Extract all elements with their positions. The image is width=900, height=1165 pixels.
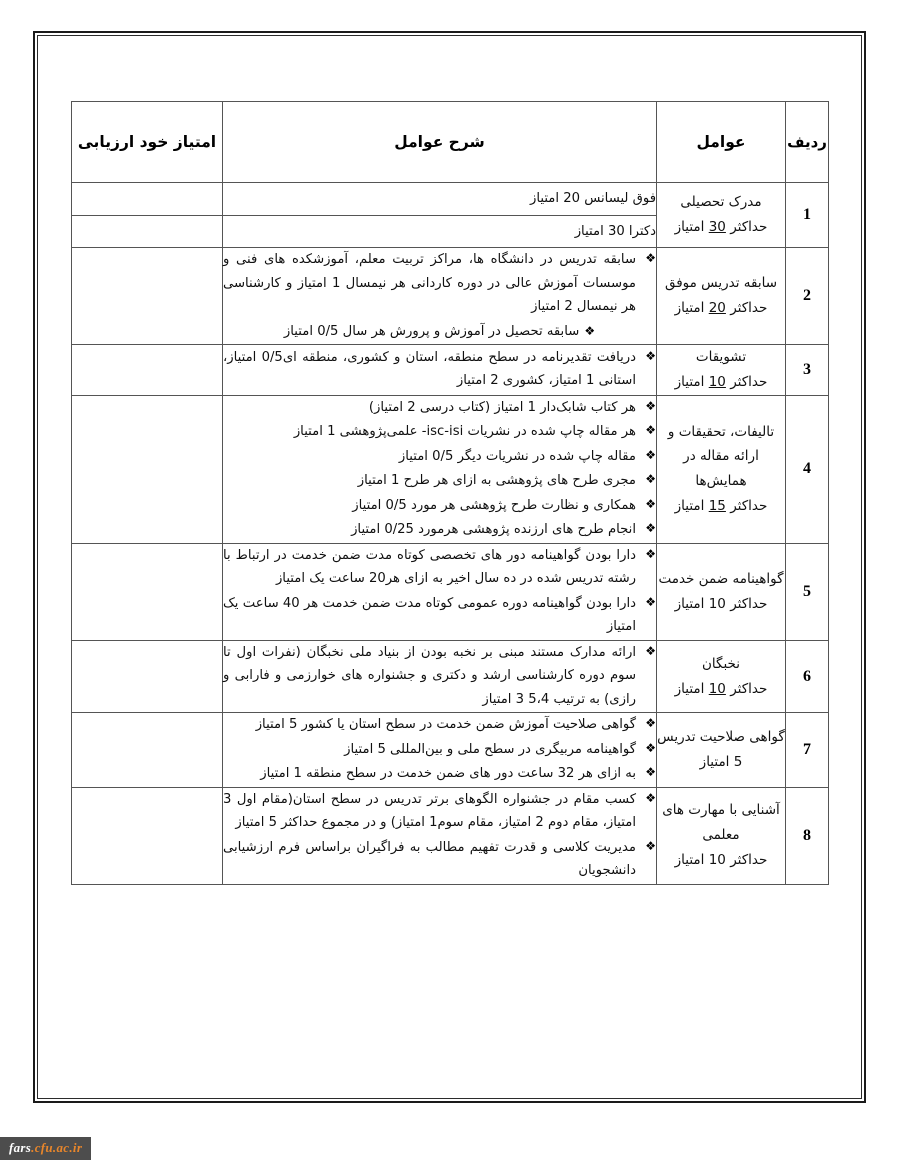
list-item-text: ارائه مدارک مستند مبنی بر نخبه بودن از بنیاد ملی نخبگان (نفرات اول تا سوم دوره کارشناسی ارشد و دکتری و جشنواره های خوارزمی و فارابی و رازی) به ترتیب 5،4 3 امتیاز <box>223 644 636 707</box>
watermark-suffix: .cfu.ac.ir <box>31 1140 83 1155</box>
list-item <box>223 544 656 591</box>
self-score-cell[interactable] <box>72 543 223 640</box>
list-item-text: دریافت تقدیرنامه در سطح منطقه، استان و کشوری، منطقه ای0/5 امتیاز، استانی 1 امتیاز، کشوری 2 امتیاز <box>223 349 636 389</box>
factor-max-value: 30 <box>708 219 726 235</box>
factor-cell <box>657 787 786 884</box>
self-score-cell[interactable] <box>72 640 223 713</box>
description-cell <box>223 183 657 216</box>
description-cell <box>223 215 657 248</box>
bullet-list <box>223 713 656 786</box>
self-evaluation-table <box>71 101 829 885</box>
diamond-bullet-icon: ❖ <box>645 423 656 438</box>
list-item <box>223 592 656 639</box>
factor-cell <box>657 395 786 543</box>
description-cell <box>223 543 657 640</box>
evaluation-table-container <box>72 101 829 885</box>
header-row <box>72 102 829 183</box>
column-header-row-number: ردیف <box>786 102 829 183</box>
list-item-text: سابقه تحصیل در آموزش و پرورش هر سال 0/5 امتیاز <box>283 323 580 339</box>
list-item-text: کسب مقام در جشنواره الگوهای برتر تدریس در سطح استان(مقام اول 3 امتیاز، مقام دوم 2 امتیاز، مقام سوم1 امتیاز) و در مجموع حداکثر 5 امتیاز <box>223 791 636 831</box>
factor-max-score: حداکثر 10 امتیاز <box>674 852 768 869</box>
diamond-bullet-icon: ❖ <box>645 740 656 755</box>
table-row <box>72 183 829 216</box>
diamond-bullet-icon: ❖ <box>645 546 656 561</box>
factor-max-value: 10 <box>708 373 726 390</box>
list-item <box>223 788 656 835</box>
factor-max-value: 15 <box>708 498 726 515</box>
description-cell <box>223 713 657 788</box>
factor-cell <box>657 248 786 345</box>
factor-title: آشنایی با مهارت های معلمی <box>662 802 780 844</box>
factor-max-score: حداکثر 10 امتیاز <box>674 680 768 697</box>
watermark-prefix: fars <box>9 1140 32 1155</box>
diamond-bullet-icon: ❖ <box>645 348 656 363</box>
self-score-cell[interactable] <box>72 395 223 543</box>
factor-max-score: حداکثر 10 امتیاز <box>674 595 768 612</box>
diamond-bullet-icon: ❖ <box>645 765 656 780</box>
list-item-text: گواهی صلاحیت آموزش ضمن خدمت در سطح استان یا کشور 5 امتیاز <box>255 717 636 733</box>
column-header-factors: عوامل <box>657 102 786 183</box>
list-item <box>223 713 656 737</box>
list-item-text: هر کتاب شابک‌دار 1 امتیاز (کتاب درسی 2 امتیاز) <box>368 399 636 415</box>
factor-cell <box>657 713 786 788</box>
factor-max-score: 5 امتیاز <box>699 754 743 771</box>
factor-title: سابقه تدریس موفق <box>664 275 778 292</box>
diamond-bullet-icon: ❖ <box>645 251 656 265</box>
table-row <box>72 787 829 884</box>
row-number-cell: 4 <box>786 395 829 543</box>
list-item-text: انجام طرح های ارزنده پژوهشی هرمورد 0/25 امتیاز <box>351 522 636 538</box>
factor-title: تشویقات <box>695 349 747 365</box>
bullet-list <box>223 396 656 542</box>
list-item <box>223 494 656 518</box>
self-score-cell[interactable] <box>72 787 223 884</box>
description-cell <box>223 248 657 345</box>
list-item <box>223 396 656 420</box>
list-item-text: سابقه تدریس در دانشگاه ها، مراکز تربیت معلم، آموزشکده های فنی و موسسات آموزش عالی در دوره کاردانی هر نیمسال 1 امتیاز و کارشناسی هر نیمسال 2 امتیاز <box>223 252 636 314</box>
factor-title: مدرک تحصیلی <box>680 194 762 211</box>
bullet-list <box>223 788 656 883</box>
self-score-cell[interactable] <box>72 215 223 248</box>
bullet-list <box>223 641 656 712</box>
list-item-text: همکاری و نظارت طرح پژوهشی هر مورد 0/5 امتیاز <box>352 497 636 513</box>
list-item <box>223 836 656 883</box>
factor-cell <box>657 640 786 713</box>
self-score-cell[interactable] <box>72 713 223 788</box>
list-item-text: هر مقاله چاپ شده در نشریات isc-isi- علمی‌پژوهشی 1 امتیاز <box>293 424 636 440</box>
description-cell <box>223 345 657 396</box>
self-score-cell[interactable] <box>72 345 223 396</box>
factor-title: تالیفات، تحقیقات و ارائه مقاله در همایش‌ها <box>667 423 775 490</box>
factor-title: گواهی صلاحیت تدریس <box>657 729 785 746</box>
list-item <box>223 762 656 786</box>
factor-max-score: حداکثر 15 امتیاز <box>674 498 768 515</box>
list-item <box>223 320 656 344</box>
list-item-text: گواهینامه مربیگری در سطح ملی و بین‌المللی 5 امتیاز <box>344 741 636 757</box>
list-item-text: مقاله چاپ شده در نشریات دیگر 0/5 امتیاز <box>398 448 636 464</box>
list-item <box>223 248 656 319</box>
site-watermark <box>0 1137 91 1160</box>
description-cell <box>223 395 657 543</box>
self-score-cell[interactable] <box>72 183 223 216</box>
factor-title: گواهینامه ضمن خدمت <box>658 570 784 587</box>
list-item <box>223 641 656 712</box>
row-number-cell: 3 <box>786 345 829 396</box>
diamond-bullet-icon: ❖ <box>645 521 656 536</box>
factor-max-score: حداکثر 20 امتیاز <box>674 300 768 316</box>
list-item <box>223 518 656 542</box>
list-item <box>223 738 656 762</box>
table-row <box>72 395 829 543</box>
list-item <box>223 469 656 493</box>
list-item-text: مجری طرح های پژوهشی به ازای هر طرح 1 امتیاز <box>357 473 636 489</box>
list-item <box>223 346 656 393</box>
row-number-cell: 5 <box>786 543 829 640</box>
row-number-cell: 6 <box>786 640 829 713</box>
diamond-bullet-icon: ❖ <box>645 838 656 853</box>
description-line: دکترا 30 امتیاز <box>574 223 656 239</box>
list-item <box>223 420 656 444</box>
row-number-cell: 8 <box>786 787 829 884</box>
factor-max-value: 20 <box>708 300 726 316</box>
table-row <box>72 543 829 640</box>
self-score-cell[interactable] <box>72 248 223 345</box>
column-header-self-score: امتیاز خود ارزیابی <box>72 102 223 183</box>
list-item-text: دارا بودن گواهینامه دور های تخصصی کوتاه مدت ضمن خدمت در ارتباط با رشته تدریس شده در ده سال اخیر به ازای هر20 ساعت یک امتیاز <box>223 547 636 587</box>
row-number-cell: 1 <box>786 183 829 248</box>
factor-cell <box>657 183 786 248</box>
factor-cell <box>657 543 786 640</box>
factor-max-score: حداکثر 30 امتیاز <box>674 219 768 235</box>
description-line: فوق لیسانس 20 امتیاز <box>529 191 656 206</box>
factor-title: نخبگان <box>701 655 741 672</box>
table-row <box>72 345 829 396</box>
diamond-bullet-icon: ❖ <box>645 643 656 658</box>
table-row <box>72 248 829 345</box>
column-header-description: شرح عوامل <box>223 102 657 183</box>
diamond-bullet-icon: ❖ <box>645 790 656 805</box>
table-row <box>72 713 829 788</box>
table-row <box>72 640 829 713</box>
description-cell <box>223 640 657 713</box>
diamond-bullet-icon: ❖ <box>645 447 656 462</box>
list-item-text: به ازای هر 32 ساعت دور های ضمن خدمت در سطح منطقه 1 امتیاز <box>260 766 636 782</box>
row-number-cell: 2 <box>786 248 829 345</box>
table-header <box>72 102 829 183</box>
row-number-cell: 7 <box>786 713 829 788</box>
list-item <box>223 445 656 469</box>
factor-max-score: حداکثر 10 امتیاز <box>674 373 768 390</box>
bullet-list <box>223 346 656 393</box>
diamond-bullet-icon: ❖ <box>584 323 596 338</box>
factor-max-value: 10 <box>708 680 726 697</box>
table-body <box>72 183 829 885</box>
diamond-bullet-icon: ❖ <box>645 398 656 413</box>
bullet-list <box>223 544 656 639</box>
diamond-bullet-icon: ❖ <box>645 594 656 609</box>
description-cell <box>223 787 657 884</box>
bullet-list <box>223 248 656 343</box>
factor-cell <box>657 345 786 396</box>
diamond-bullet-icon: ❖ <box>645 716 656 731</box>
list-item-text: دارا بودن گواهینامه دوره عمومی کوتاه مدت ضمن خدمت هر 40 ساعت یک امتیاز <box>223 595 636 635</box>
diamond-bullet-icon: ❖ <box>645 472 656 487</box>
diamond-bullet-icon: ❖ <box>645 496 656 511</box>
list-item-text: مدیریت کلاسی و قدرت تفهیم مطالب به فراگیران براساس فرم ارزشیابی دانشجویان <box>223 839 636 879</box>
